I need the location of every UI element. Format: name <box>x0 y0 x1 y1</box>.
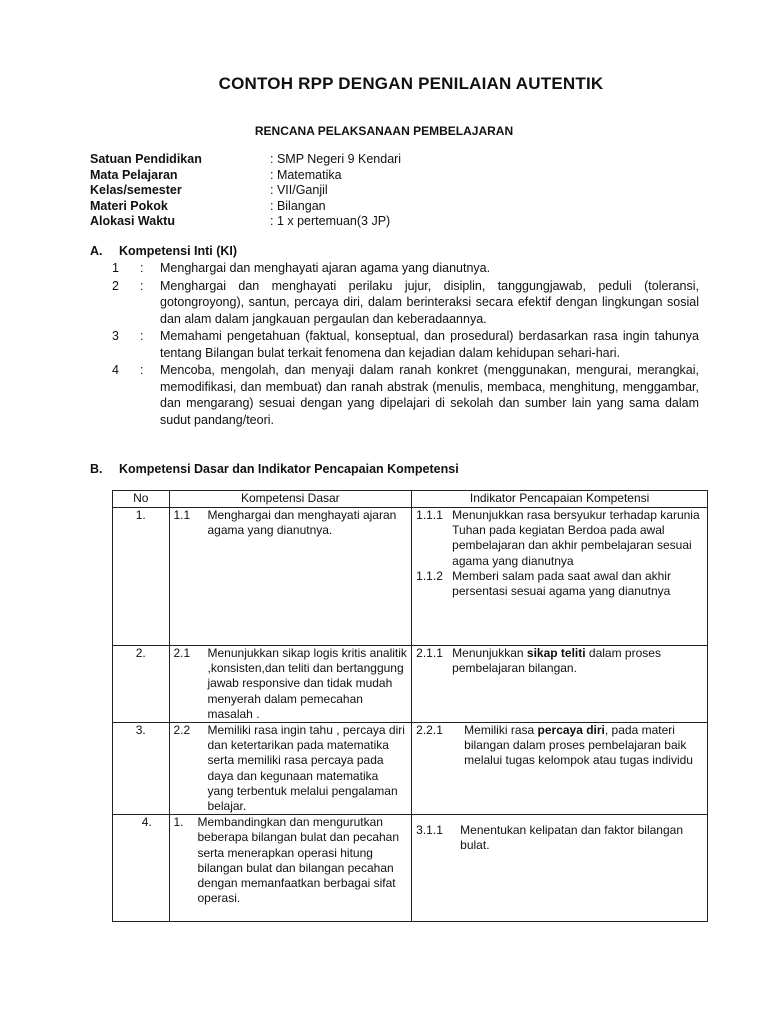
item-text: Menghargai dan menghayati ajaran agama yang dianutnya. <box>160 261 491 275</box>
identity-value: : SMP Negeri 9 Kendari <box>270 152 402 166</box>
item-number: 4 <box>112 363 119 377</box>
item-number: 3 <box>112 329 119 343</box>
indicator-text-before: Menunjukkan <box>452 646 527 660</box>
item-number: 1 <box>112 261 119 275</box>
section-title: Kompetensi Inti (KI) <box>119 244 238 258</box>
table-row <box>113 815 708 922</box>
identity-row <box>90 199 690 215</box>
identity-value: : 1 x pertemuan(3 JP) <box>270 214 391 228</box>
indicator-code: 3.1.1 <box>416 823 443 838</box>
competency-table <box>112 490 708 922</box>
identity-label: Satuan Pendidikan <box>90 152 202 166</box>
identity-value: : VII/Ganjil <box>270 183 328 197</box>
indicator-text: Menentukan kelipatan dan faktor bilangan bulat. <box>460 823 683 853</box>
indicator-cell <box>412 723 708 815</box>
kd-text: Membandingkan dan mengurutkan beberapa bilangan bulat dan pecahan serta menerapkan operasi hitung bilangan bulat dan bilangan pecahan dengan memanfaatkan berbagai sifat operasi. <box>197 815 400 906</box>
kd-cell <box>169 646 412 723</box>
list-item <box>112 328 699 361</box>
identity-value: : Bilangan <box>270 198 326 213</box>
list-item <box>112 362 699 428</box>
item-text: Menghargai dan menghayati perilaku jujur, disiplin, tanggungjawab, peduli (toleransi, gotongroyong), santun, percaya diri, dalam berinteraksi secara efektif dengan lingkungan sosial dan alam dalam jangkauan pergaulan dan keberadaannya. <box>160 278 699 326</box>
table-row <box>113 646 708 723</box>
indicator-item <box>416 508 703 569</box>
table-row <box>113 723 708 815</box>
kd-item <box>174 723 408 814</box>
item-colon: : <box>140 278 144 293</box>
identity-label: Kelas/semester <box>90 183 182 197</box>
section-letter: A. <box>90 244 103 258</box>
item-text: Memahami pengetahuan (faktual, konseptual, dan prosedural) berdasarkan rasa ingin tahunya tentang Bilangan bulat terkait fenomena dan kejadian dalam kehidupan sehari-hari. <box>160 329 699 360</box>
indicator-text-after: dalam proses pembelajaran bilangan. <box>452 646 661 676</box>
identity-row <box>90 183 690 199</box>
kd-text: Menghargai dan menghayati ajaran agama yang dianutnya. <box>207 508 397 538</box>
identity-row <box>90 214 690 230</box>
section-title: Kompetensi Dasar dan Indikator Pencapaian Kompetensi <box>119 462 459 476</box>
indicator-item <box>416 723 703 769</box>
indicator-item <box>416 646 703 676</box>
row-number: 3. <box>113 723 170 815</box>
indicator-code: 2.1.1 <box>416 646 443 660</box>
identity-label: Alokasi Waktu <box>90 214 175 228</box>
item-colon: : <box>140 363 144 377</box>
list-item <box>112 260 699 277</box>
indicator-item <box>416 569 703 599</box>
column-header-no: No <box>113 491 170 508</box>
section-a-heading <box>90 244 237 258</box>
indicator-cell <box>412 646 708 723</box>
identity-row <box>90 152 690 168</box>
section-b-heading <box>90 462 459 476</box>
document-title: CONTOH RPP DENGAN PENILAIAN AUTENTIK <box>218 74 604 93</box>
indicator-code: 1.1.2 <box>416 568 443 583</box>
indicator-code: 1.1.1 <box>416 508 443 522</box>
list-item <box>112 278 699 328</box>
table-row <box>113 508 708 646</box>
kd-cell <box>169 508 412 646</box>
indicator-item <box>416 823 703 853</box>
kd-item <box>174 815 408 906</box>
column-header-kompetensi-dasar: Kompetensi Dasar <box>169 491 412 508</box>
kd-code: 1. <box>173 815 184 830</box>
kd-text: Memiliki rasa ingin tahu , percaya diri dan ketertarikan pada matematika serta memiliki rasa percaya pada daya dan kegunaan matematika yang terbentuk melalui pengalaman belajar. <box>207 723 405 814</box>
item-text: Mencoba, mengolah, dan menyaji dalam ranah konkret (menggunakan, mengurai, merangkai, memodifikasi, dan membuat) dan ranah abstrak (menulis, membaca, menghitung, menggambar, dan mengarang) sesuai dengan yang dipelajari di sekolah dan sumber lain yang sama dalam sudut pandang/teori. <box>160 363 699 427</box>
item-number: 2 <box>112 278 119 293</box>
row-number: 2. <box>113 646 170 723</box>
indicator-cell <box>412 815 708 922</box>
indicator-code: 2.2.1 <box>416 723 443 738</box>
section-letter: B. <box>90 462 103 476</box>
indicator-text: Menunjukkan rasa bersyukur terhadap karunia Tuhan pada kegiatan Berdoa pada awal pembelajaran dan akhir pembelajaran sesuai agama yang dianutnya <box>452 508 700 568</box>
kd-cell <box>169 815 412 922</box>
indicator-text-emphasis: percaya diri <box>537 723 605 738</box>
kd-item <box>174 508 408 538</box>
table-header-row <box>113 491 708 508</box>
kd-item <box>174 646 408 722</box>
kd-code: 1.1 <box>173 508 191 522</box>
indicator-text-before: Memiliki rasa <box>464 723 538 738</box>
indicator-text-emphasis: sikap teliti <box>526 646 586 660</box>
document-subtitle: RENCANA PELAKSANAAN PEMBELAJARAN <box>254 124 514 138</box>
identity-label: Materi Pokok <box>90 198 168 213</box>
row-number: 1. <box>113 508 170 646</box>
indicator-text-after: , pada materi bilangan dalam proses pembelajaran baik melalui tugas kelompok atau tugas individu <box>464 723 693 768</box>
indicator-cell <box>412 508 708 646</box>
kd-text: Menunjukkan sikap logis kritis analitik ,konsisten,dan teliti dan bertanggung jawab responsive dan tidak mudah menyerah dalam pemecahan masalah . <box>207 646 407 721</box>
identity-row <box>90 168 690 184</box>
identity-label: Mata Pelajaran <box>90 167 178 182</box>
row-number: 4. <box>113 815 170 922</box>
kd-code: 2.2 <box>173 723 191 738</box>
column-header-indikator: Indikator Pencapaian Kompetensi <box>412 491 708 508</box>
identity-block <box>90 152 690 230</box>
indicator-text: Memberi salam pada saat awal dan akhir persentasi sesuai agama yang dianutnya <box>452 568 671 599</box>
kompetensi-inti-list <box>112 260 699 428</box>
item-colon: : <box>140 261 144 275</box>
kd-code: 2.1 <box>173 646 191 660</box>
kd-cell <box>169 723 412 815</box>
item-colon: : <box>140 329 144 343</box>
identity-value: : Matematika <box>270 167 342 182</box>
